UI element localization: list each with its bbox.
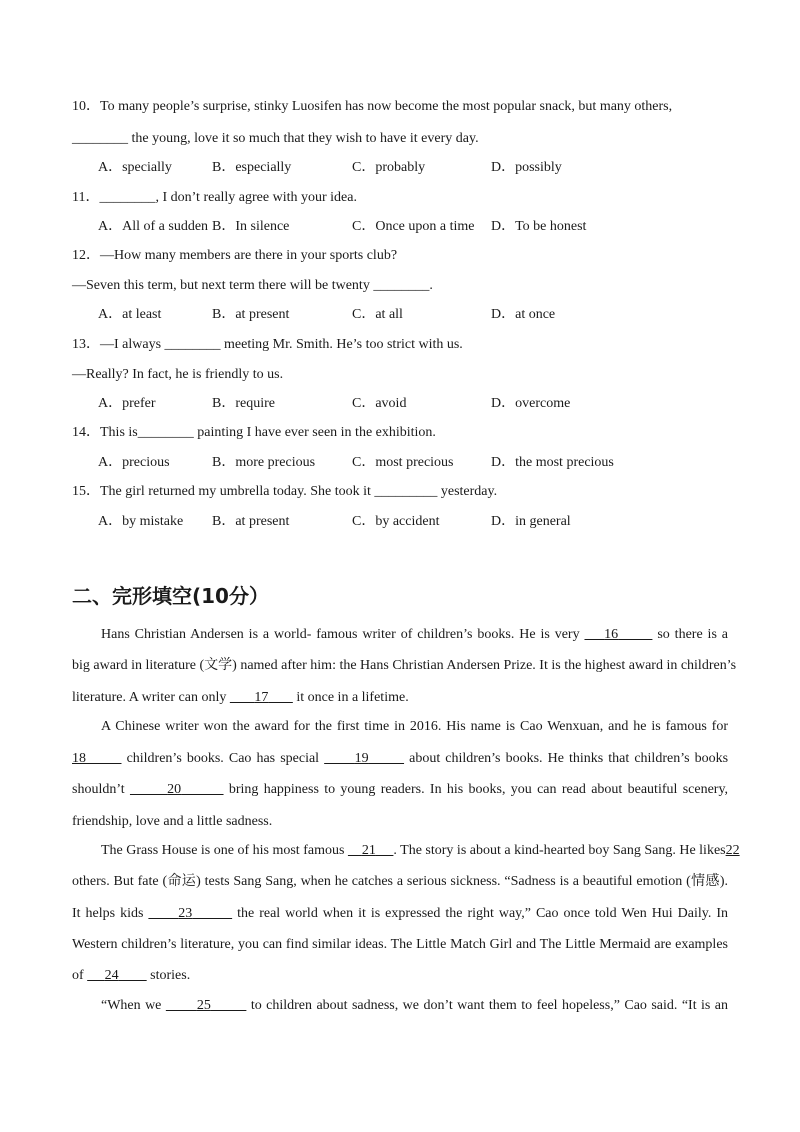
blank-21 <box>348 843 394 858</box>
passage-text: stories. <box>150 968 191 983</box>
option-b: B．at present <box>212 514 290 529</box>
blank-16 <box>584 627 652 642</box>
blank-24 <box>87 968 147 983</box>
question-13-line-2: —Really? In fact, he is friendly to us. <box>72 367 284 382</box>
passage-line: big award in literature (文学) named after him: the Hans Christian Andersen Prize. It is the highest award in children’s <box>72 658 737 673</box>
passage-line <box>72 905 728 923</box>
blank-18 <box>72 751 121 766</box>
option-c: C．most precious <box>352 455 454 470</box>
option-a: A．by mistake <box>98 514 184 529</box>
blank-number: 22 <box>725 843 740 858</box>
blank-number: 17 <box>254 690 269 705</box>
option-a: A．specially <box>98 160 172 175</box>
passage-line <box>72 967 728 985</box>
passage-line <box>72 689 728 707</box>
passage-line: friendship, love and a little sadness. <box>72 814 273 829</box>
blank-20 <box>130 782 224 797</box>
question-10-line-2: ________ the young, love it so much that they wish to have it every day. <box>72 131 479 146</box>
option-c: C．by accident <box>352 514 440 529</box>
blank-number: 24 <box>104 968 119 983</box>
blank-number: 20 <box>167 782 182 797</box>
option-a: A．precious <box>98 455 170 470</box>
question-10-line-1: 10．To many people’s surprise, stinky Luosifen has now become the most popular snack, but many others, <box>72 99 673 114</box>
blank-17 <box>230 690 293 705</box>
question-11-line-1: 11．________, I don’t really agree with your idea. <box>72 190 357 205</box>
section-title: 二、完形填空(10分） <box>72 584 269 608</box>
option-a: A．at least <box>98 307 162 322</box>
passage-text: about children’s books. He thinks that children’s books <box>409 751 729 766</box>
passage-line: others. But fate (命运) tests Sang Sang, when he catches a serious sickness. “Sadness is a beautiful emotion (情感). <box>72 874 728 889</box>
passage-text: of <box>72 968 84 983</box>
option-b: B．at present <box>212 307 290 322</box>
blank-number: 19 <box>354 751 369 766</box>
passage-line <box>101 842 740 860</box>
option-b: B．In silence <box>212 219 290 234</box>
option-d: D．at once <box>491 307 556 322</box>
passage-text: shouldn’t <box>72 782 125 797</box>
blank-23 <box>148 906 232 921</box>
blank-22 <box>726 843 740 858</box>
passage-line <box>101 997 728 1015</box>
blank-number: 18 <box>72 751 86 766</box>
option-d: D．the most precious <box>491 455 614 470</box>
question-15-line-1: 15．The girl returned my umbrella today. She took it _________ yesterday. <box>72 484 498 499</box>
passage-text: literature. A writer can only <box>72 690 227 705</box>
passage-text: the real world when it is expressed the right way,” Cao once told Wen Hui Daily. In <box>237 906 729 921</box>
blank-25 <box>166 998 247 1013</box>
question-12-line-2: —Seven this term, but next term there will be twenty ________. <box>72 278 433 293</box>
passage-text: “When we <box>101 998 162 1013</box>
option-c: C．Once upon a time <box>352 219 475 234</box>
option-d: D．possibly <box>491 160 562 175</box>
option-d: D．in general <box>491 514 571 529</box>
passage-line: Western children’s literature, you can find similar ideas. The Little Match Girl and The Little Mermaid are examples <box>72 937 728 952</box>
blank-number: 21 <box>361 843 376 858</box>
blank-number: 25 <box>196 998 211 1013</box>
blank-number: 16 <box>604 627 619 642</box>
passage-text: It helps kids <box>72 906 144 921</box>
option-a: A．All of a sudden <box>98 219 209 234</box>
blank-number: 23 <box>178 906 193 921</box>
passage-line <box>72 750 728 768</box>
passage-text: children’s books. Cao has special <box>126 751 320 766</box>
question-13-line-1: 13．—I always ________ meeting Mr. Smith. He’s too strict with us. <box>72 337 463 352</box>
blank-19 <box>324 751 404 766</box>
option-c: C．avoid <box>352 396 407 411</box>
passage-text: The Grass House is one of his most famous <box>101 843 345 858</box>
option-b: B．especially <box>212 160 292 175</box>
passage-line <box>101 626 728 644</box>
passage-text: . The story is about a kind-hearted boy Sang Sang. He likes <box>393 843 726 858</box>
passage-line: A Chinese writer won the award for the first time in 2016. His name is Cao Wenxuan, and he is famous for <box>101 719 728 734</box>
question-12-line-1: 12．—How many members are there in your sports club? <box>72 248 398 263</box>
passage-text: bring happiness to young readers. In his books, you can read about beautiful scenery, <box>228 782 729 797</box>
option-d: D．overcome <box>491 396 571 411</box>
option-b: B．require <box>212 396 275 411</box>
option-b: B．more precious <box>212 455 316 470</box>
option-c: C．at all <box>352 307 403 322</box>
passage-line <box>72 781 728 799</box>
passage-text: Hans Christian Andersen is a world- famous writer of children’s books. He is very <box>101 627 580 642</box>
option-a: A．prefer <box>98 396 156 411</box>
passage-text: so there is a <box>657 627 729 642</box>
question-14-line-1: 14．This is________ painting I have ever seen in the exhibition. <box>72 425 436 440</box>
passage-text: to children about sadness, we don’t want them to feel hopeless,” Cao said. “It is an <box>250 998 729 1013</box>
passage-text: it once in a lifetime. <box>296 690 409 705</box>
option-d: D．To be honest <box>491 219 587 234</box>
option-c: C．probably <box>352 160 426 175</box>
